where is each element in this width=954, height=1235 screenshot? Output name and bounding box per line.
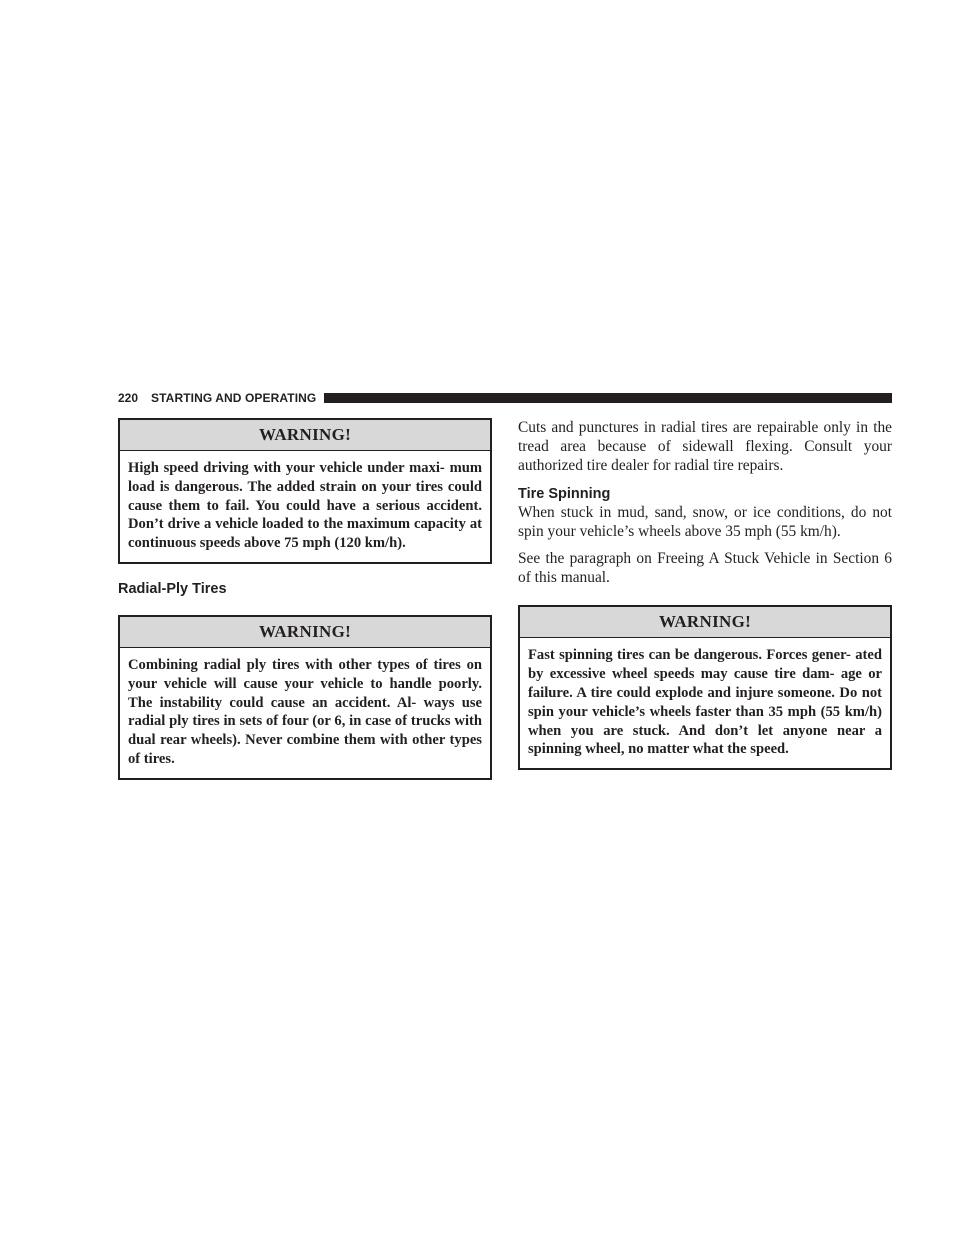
warning-box-radial-ply: [118, 615, 492, 780]
page-header: [118, 390, 892, 406]
warning-text: High speed driving with your vehicle under maxi- mum load is dangerous. The added strain on your tires could cause them to fail. You could have a serious accident. Don’t drive a vehicle loaded to the maximum capacity at continuous speeds above 75 mph (120 km/h).: [128, 460, 482, 552]
paragraph-see-section: See the paragraph on Freeing A Stuck Vehicle in Section 6 of this manual.: [518, 550, 892, 587]
warning-box-spinning: [518, 605, 892, 770]
section-title: STARTING AND OPERATING: [151, 391, 317, 405]
warning-title: WARNING!: [520, 607, 890, 638]
right-column: [518, 418, 892, 770]
warning-box-high-speed: [118, 418, 492, 564]
paragraph-stuck-conditions: When stuck in mud, sand, snow, or ice conditions, do not spin your vehicle’s wheels above 35 mph (55 km/h).: [518, 503, 892, 540]
page-number: 220: [118, 391, 139, 405]
left-column: [118, 418, 492, 780]
warning-title: WARNING!: [120, 420, 490, 451]
warning-text: Fast spinning tires can be dangerous. Forces gener- ated by excessive wheel speeds may cause tire dam- age or failure. A tire could explode and injure someone. Do not spin your vehicle’s wheels faster than 35 mph (55 km/h) when you are stuck. And don’t let anyone near a spinning wheel, no matter what the speed.: [528, 647, 882, 758]
warning-title: WARNING!: [120, 617, 490, 648]
warning-text: Combining radial ply tires with other types of tires on your vehicle will cause your vehicle to handle poorly. The instability could cause an accident. Al- ways use radial ply tires in sets of four (or 6, in case of trucks with dual rear wheels). Never combine them with other types of tires.: [128, 656, 482, 767]
subheading-radial-ply-tires: Radial-Ply Tires: [118, 580, 227, 597]
header-rule: [324, 393, 892, 403]
paragraph-cuts-punctures: Cuts and punctures in radial tires are repairable only in the tread area because of sidewall flexing. Consult your authorized tire dealer for radial tire repairs.: [518, 419, 892, 475]
subheading-tire-spinning: Tire Spinning: [518, 485, 611, 502]
